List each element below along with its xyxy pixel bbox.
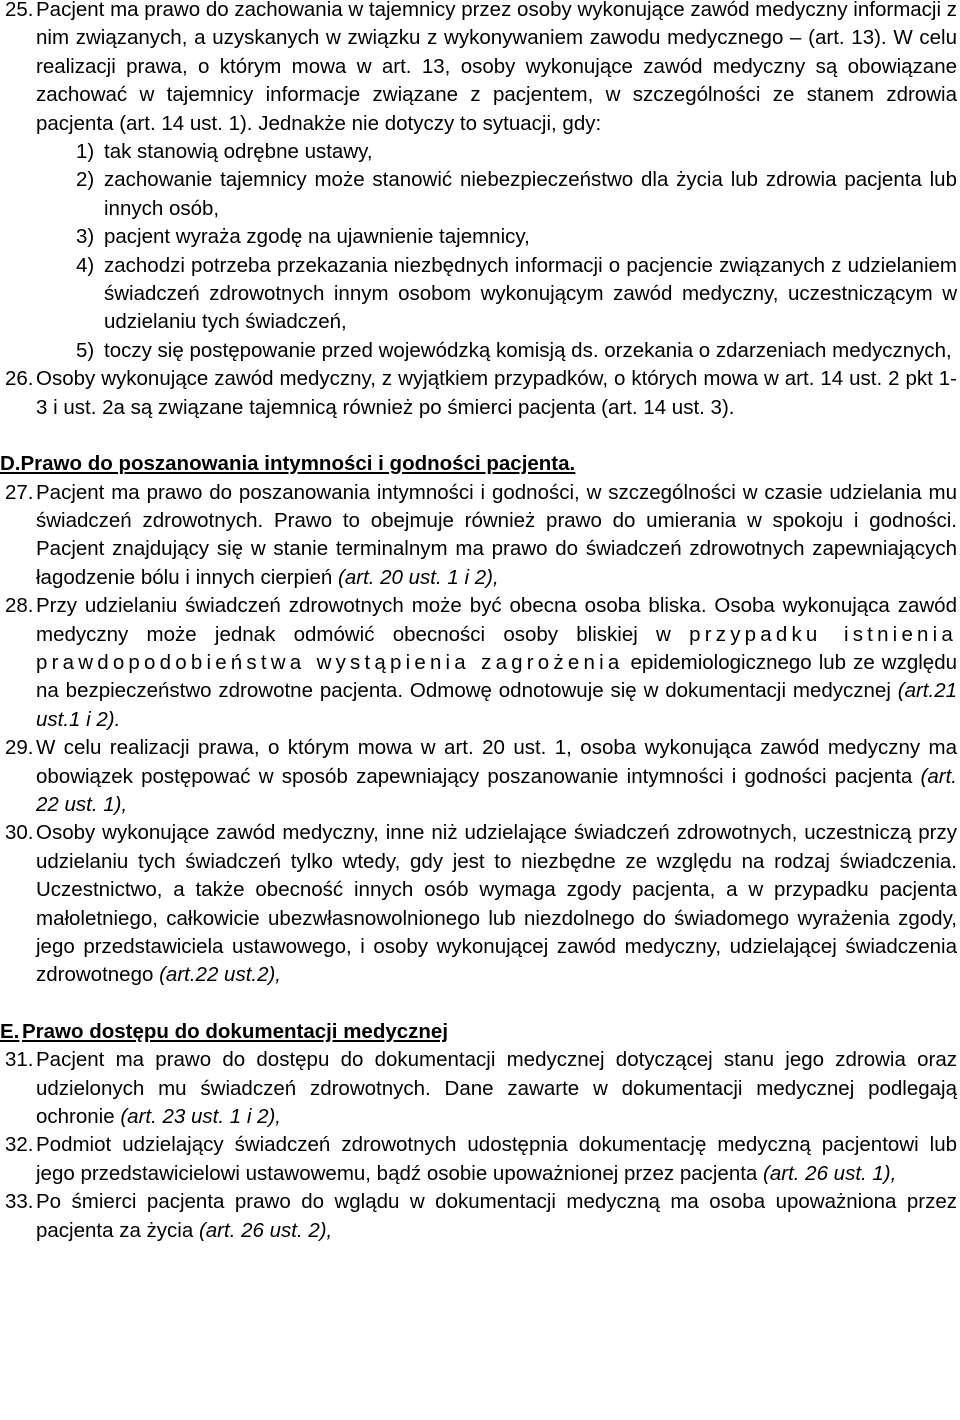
citation: (art. 13). (808, 26, 887, 50)
item-text (36, 592, 957, 734)
item-number: 28. (5, 594, 34, 618)
sub-item-text: tak stanowią odrębne ustawy, (104, 140, 373, 164)
list-item-30 (5, 819, 957, 989)
list-item-25 (5, 0, 957, 138)
sub-item-3 (76, 223, 957, 251)
sub-item-number: 2) (76, 168, 95, 192)
item-text-part: Osoby wykonujące zawód medyczny, inne niż udzielające świadczeń zdrowotnych, uczestniczą przy udzielaniu tych świadczeń tylko wtedy, gdy jest to niezbędne ze względu na rodzaj świadczenia. Uczestnictwo, a także obecność innych osób wymaga zgody pacjenta, a w przypadku pacjenta małoletniego, całkowicie ubezwłasnowolnionego lub niezdolnego do świadomego wyrażenia zgody, jego przedstawiciela ustawowego, i osoby wykonującej zawód medyczny, udzielającej świadczenia zdrowotnego (36, 821, 957, 987)
sub-item-text: zachowanie tajemnicy może stanowić niebezpieczeństwo dla życia lub zdrowia pacjenta lub innych osób, (104, 168, 957, 220)
section-letter: E. (0, 1019, 20, 1043)
item-text-part: epidemiologicznego lub ze względu na bezpieczeństwo zdrowotne pacjenta. Odmowę odnotowuje się w dokumentacji medycznej (36, 650, 957, 703)
spacer (5, 990, 957, 1018)
item-text (36, 1131, 957, 1188)
citation: (art. 23 ust. 1 i 2), (120, 1105, 281, 1129)
citation: (art. 26 ust. 2), (198, 1218, 333, 1242)
item-text-part: Przy udzielaniu świadczeń zdrowotnych może być obecna osoba bliska. Osoba wykonująca zawód medyczny może jednak odmówić obecności osoby bliskiej w (36, 594, 957, 646)
item-number: 31. (5, 1048, 34, 1072)
item-text (36, 734, 957, 819)
item-number: 27. (5, 480, 34, 504)
section-heading-e (0, 1018, 957, 1046)
item-number: 33. (5, 1190, 34, 1214)
sub-item-2 (76, 166, 957, 223)
list-item-27 (5, 479, 957, 593)
citation: (art. 22 ust. 1), (36, 764, 957, 816)
item-text-spaced: przypadku istnienia prawdopodobieństwa wystąpienia zagrożenia (36, 622, 957, 674)
item-text (36, 1046, 957, 1131)
section-letter: D. (0, 452, 21, 476)
list-item-33 (5, 1188, 957, 1245)
list-item-26 (5, 365, 957, 422)
sub-item-text: pacjent wyraża zgodę na ujawnienie tajemnicy, (104, 225, 530, 249)
sub-item-1 (76, 138, 957, 166)
sub-item-text: zachodzi potrzeba przekazania niezbędnych informacji o pacjencie związanych z udzielaniem świadczeń zdrowotnych innym osobom wykonującym zawód medyczny, uczestniczącym w udzielaniu tych świadczeń, (104, 253, 957, 334)
item-text (36, 479, 957, 593)
item-number: 26. (5, 367, 34, 391)
item-text-part: Po śmierci pacjenta prawo do wglądu w dokumentacji medyczną ma osoba upoważniona przez pacjenta za życia (36, 1190, 957, 1242)
list-item-31 (5, 1046, 957, 1131)
list-item-29 (5, 734, 957, 819)
item-text (36, 819, 957, 989)
section-title: Prawo dostępu do dokumentacji medycznej (22, 1019, 449, 1043)
item-text-part: W celu realizacji prawa, o którym mowa w art. 20 ust. 1, osoba wykonująca zawód medyczny ma obowiązek postępować w sposób zapewniający poszanowanie intymności i godności pacjenta (36, 736, 957, 788)
section-title: Prawo do poszanowania intymności i godności pacjenta. (20, 452, 576, 476)
spacer (5, 422, 957, 450)
item-number: 25. (5, 0, 34, 21)
item-text-part: Pacjent ma prawo do dostępu do dokumentacji medycznej dotyczącej stanu jego zdrowia oraz udzielonych mu świadczeń zdrowotnych. Dane zawarte w dokumentacji medycznej podlegają ochronie (36, 1048, 957, 1129)
item-number: 29. (5, 736, 34, 760)
citation: (art. 20 ust. 1 i 2), (338, 565, 499, 589)
item-text (36, 0, 957, 138)
item-text-part: Pacjent ma prawo do poszanowania intymności i godności, w szczególności w czasie udzielania mu świadczeń zdrowotnych. Prawo to obejmuje również prawo do umierania w spokoju i godności. Pacjent znajdujący się w stanie terminalnym ma prawo do świadczeń zdrowotnych zapewniających łagodzenie bólu i innych cierpień (36, 480, 957, 589)
list-item-28 (5, 592, 957, 734)
sub-item-number: 3) (76, 225, 95, 249)
list-item-32 (5, 1131, 957, 1188)
item-text (36, 1188, 957, 1245)
section-heading-d (0, 450, 957, 478)
citation: (art. 26 ust. 1), (763, 1161, 897, 1185)
sub-item-5 (76, 337, 957, 365)
item-number: 32. (5, 1133, 34, 1157)
item-text-part: Podmiot udzielający świadczeń zdrowotnych udostępnia dokumentację medyczną pacjentowi lub jego przedstawicielowi ustawowemu, bądź osobie upoważnionej przez pacjenta (36, 1133, 957, 1185)
item-text: Osoby wykonujące zawód medyczny, z wyjątkiem przypadków, o których mowa w art. 14 ust. 2 pkt 1-3 i ust. 2a są związane tajemnicą również po śmierci pacjenta (art. 14 ust. 3). (36, 367, 957, 419)
citation: (art.21 ust.1 i 2). (36, 679, 957, 731)
item-text-part: Pacjent ma prawo do zachowania w tajemnicy przez osoby wykonujące zawód medyczny informacji z nim związanych, a uzyskanych w związku z wykonywaniem zawodu medycznego – (36, 0, 957, 50)
citation: (art.22 ust.2), (159, 963, 282, 987)
item-text-part: W celu realizacji prawa, o którym mowa w art. 13, osoby wykonujące zawód medyczny są obowiązane zachować w tajemnicy informacje związane z pacjentem, w szczególności ze stanem zdrowia pacjenta (art. 14 ust. 1). Jednakże nie dotyczy to sytuacji, gdy: (36, 26, 957, 135)
sub-item-number: 5) (76, 338, 95, 362)
sub-item-number: 4) (76, 253, 95, 277)
sub-item-4 (76, 252, 957, 337)
item-number: 30. (5, 821, 34, 845)
sub-item-number: 1) (76, 140, 95, 164)
sub-item-text: toczy się postępowanie przed wojewódzką komisją ds. orzekania o zdarzeniach medycznych, (104, 338, 952, 362)
